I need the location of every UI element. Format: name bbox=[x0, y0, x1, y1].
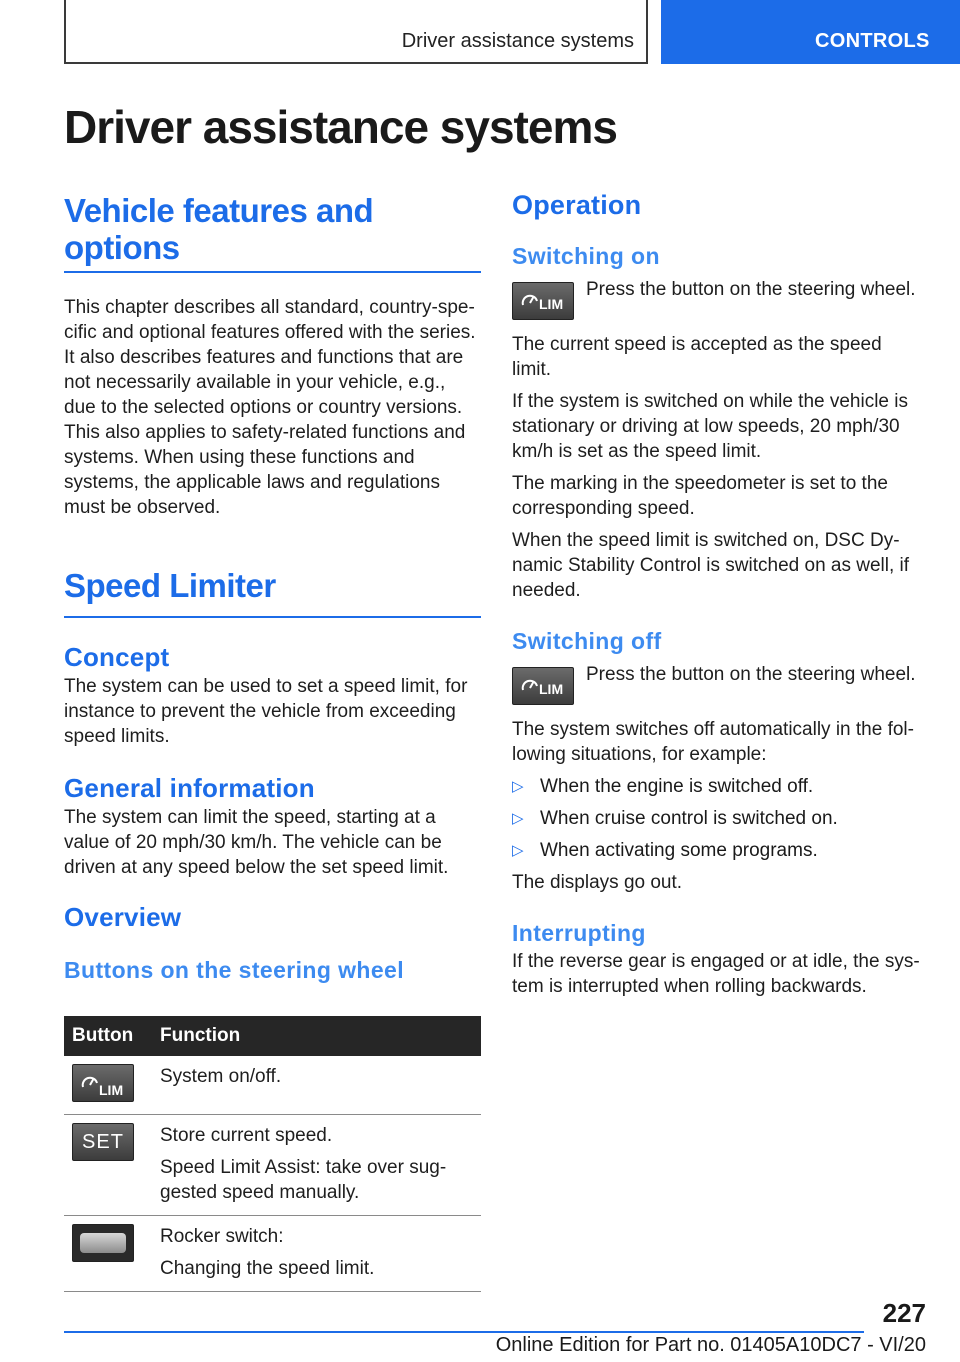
heading-interrupting: Interrupting bbox=[512, 920, 646, 946]
header-section-title: Driver assistance systems bbox=[401, 30, 634, 52]
heading-switching-off: Switching off bbox=[512, 628, 662, 654]
list-item: ▷ When activating some programs. bbox=[512, 840, 818, 861]
table-header-row bbox=[64, 1016, 481, 1056]
switching-off-button-text: Press the button on the steering wheel. bbox=[586, 664, 916, 685]
header-tab-controls[interactable]: CONTROLS bbox=[661, 0, 960, 64]
function-text: Speed Limit Assist: take over suggested speed manually. bbox=[160, 1157, 447, 1203]
interrupting-text: If the reverse gear is engaged or at idle, the system is interrupted when rolling backwards. bbox=[512, 951, 920, 997]
switching-on-p4: When the speed limit is switched on, DSC Dynamic Stability Control is switched on as well, if needed. bbox=[512, 530, 910, 601]
page-title: Driver assistance systems bbox=[64, 101, 617, 153]
heading-operation: Operation bbox=[512, 190, 642, 220]
set-icon: SET bbox=[72, 1123, 134, 1161]
triangle-bullet-icon: ▷ bbox=[512, 842, 524, 859]
concept-text: The system can be used to set a speed limit, for instance to prevent the vehicle from exceeding speed limits. bbox=[64, 676, 468, 747]
switching-on-p3: The marking in the speedometer is set to the corresponding speed. bbox=[512, 473, 888, 519]
table-header-function: Function bbox=[152, 1016, 481, 1056]
right-column bbox=[512, 190, 924, 999]
table-row bbox=[64, 1056, 481, 1115]
lim-icon: LIM bbox=[72, 1064, 134, 1102]
heading-buttons-steering-wheel: Buttons on the steering wheel bbox=[64, 957, 405, 983]
lim-icon: LIM bbox=[512, 667, 574, 705]
switching-on-p2: If the system is switched on while the vehicle is stationary or driving at low speeds, 20 mph/30 km/h is set as the speed limit. bbox=[512, 391, 909, 462]
list-item: ▷ When the engine is switched off. bbox=[512, 776, 814, 797]
table-row bbox=[64, 1115, 481, 1216]
triangle-bullet-icon: ▷ bbox=[512, 810, 524, 827]
switching-off-intro: The system switches off automatically in the following situations, for example: bbox=[512, 719, 914, 765]
triangle-bullet-icon: ▷ bbox=[512, 778, 524, 795]
table-header-button: Button bbox=[64, 1016, 152, 1056]
switching-off-button-row bbox=[512, 664, 924, 705]
switching-on-button-row bbox=[512, 279, 924, 320]
heading-switching-on: Switching on bbox=[512, 243, 660, 269]
switching-on-button-text: Press the button on the steering wheel. bbox=[586, 279, 916, 300]
lim-icon: LIM bbox=[512, 282, 574, 320]
heading-vehicle-features: Vehicle features and options bbox=[64, 190, 481, 273]
rocker-switch-icon bbox=[72, 1224, 134, 1262]
buttons-table bbox=[64, 1016, 481, 1292]
switching-off-outro: The displays go out. bbox=[512, 872, 683, 893]
function-text: Rocker switch: bbox=[160, 1226, 284, 1247]
vehicle-features-text: This chapter describes all standard, country-specific and optional features offered with the series. It also describes features and functions that are not necessarily available in your vehicle, e.g., due to the selected options or country versions. This also applies to safety-related functions and systems. When using these functions and systems, the applicable laws and regulations must be observed. bbox=[64, 297, 476, 518]
table-row bbox=[64, 1216, 481, 1292]
function-text: Changing the speed limit. bbox=[160, 1258, 375, 1279]
function-text: System on/off. bbox=[160, 1066, 282, 1087]
left-column bbox=[64, 190, 481, 1292]
page-number: 227 bbox=[882, 1298, 926, 1328]
footer-edition: Online Edition for Part no. 01405A10DC7 - VI/20 bbox=[495, 1334, 926, 1356]
footer-divider bbox=[64, 1331, 864, 1333]
heading-overview: Overview bbox=[64, 902, 182, 932]
function-text: Store current speed. bbox=[160, 1125, 333, 1146]
general-information-text: The system can limit the speed, starting at a value of 20 mph/30 km/h. The vehicle can be driven at any speed below the set speed limit. bbox=[64, 807, 449, 878]
list-item: ▷ When cruise control is switched on. bbox=[512, 808, 838, 829]
heading-concept: Concept bbox=[64, 642, 170, 672]
header-section-box bbox=[64, 0, 648, 64]
switching-on-p1: The current speed is accepted as the speed limit. bbox=[512, 334, 882, 380]
heading-general-information: General information bbox=[64, 773, 315, 803]
heading-speed-limiter: Speed Limiter bbox=[64, 566, 481, 618]
